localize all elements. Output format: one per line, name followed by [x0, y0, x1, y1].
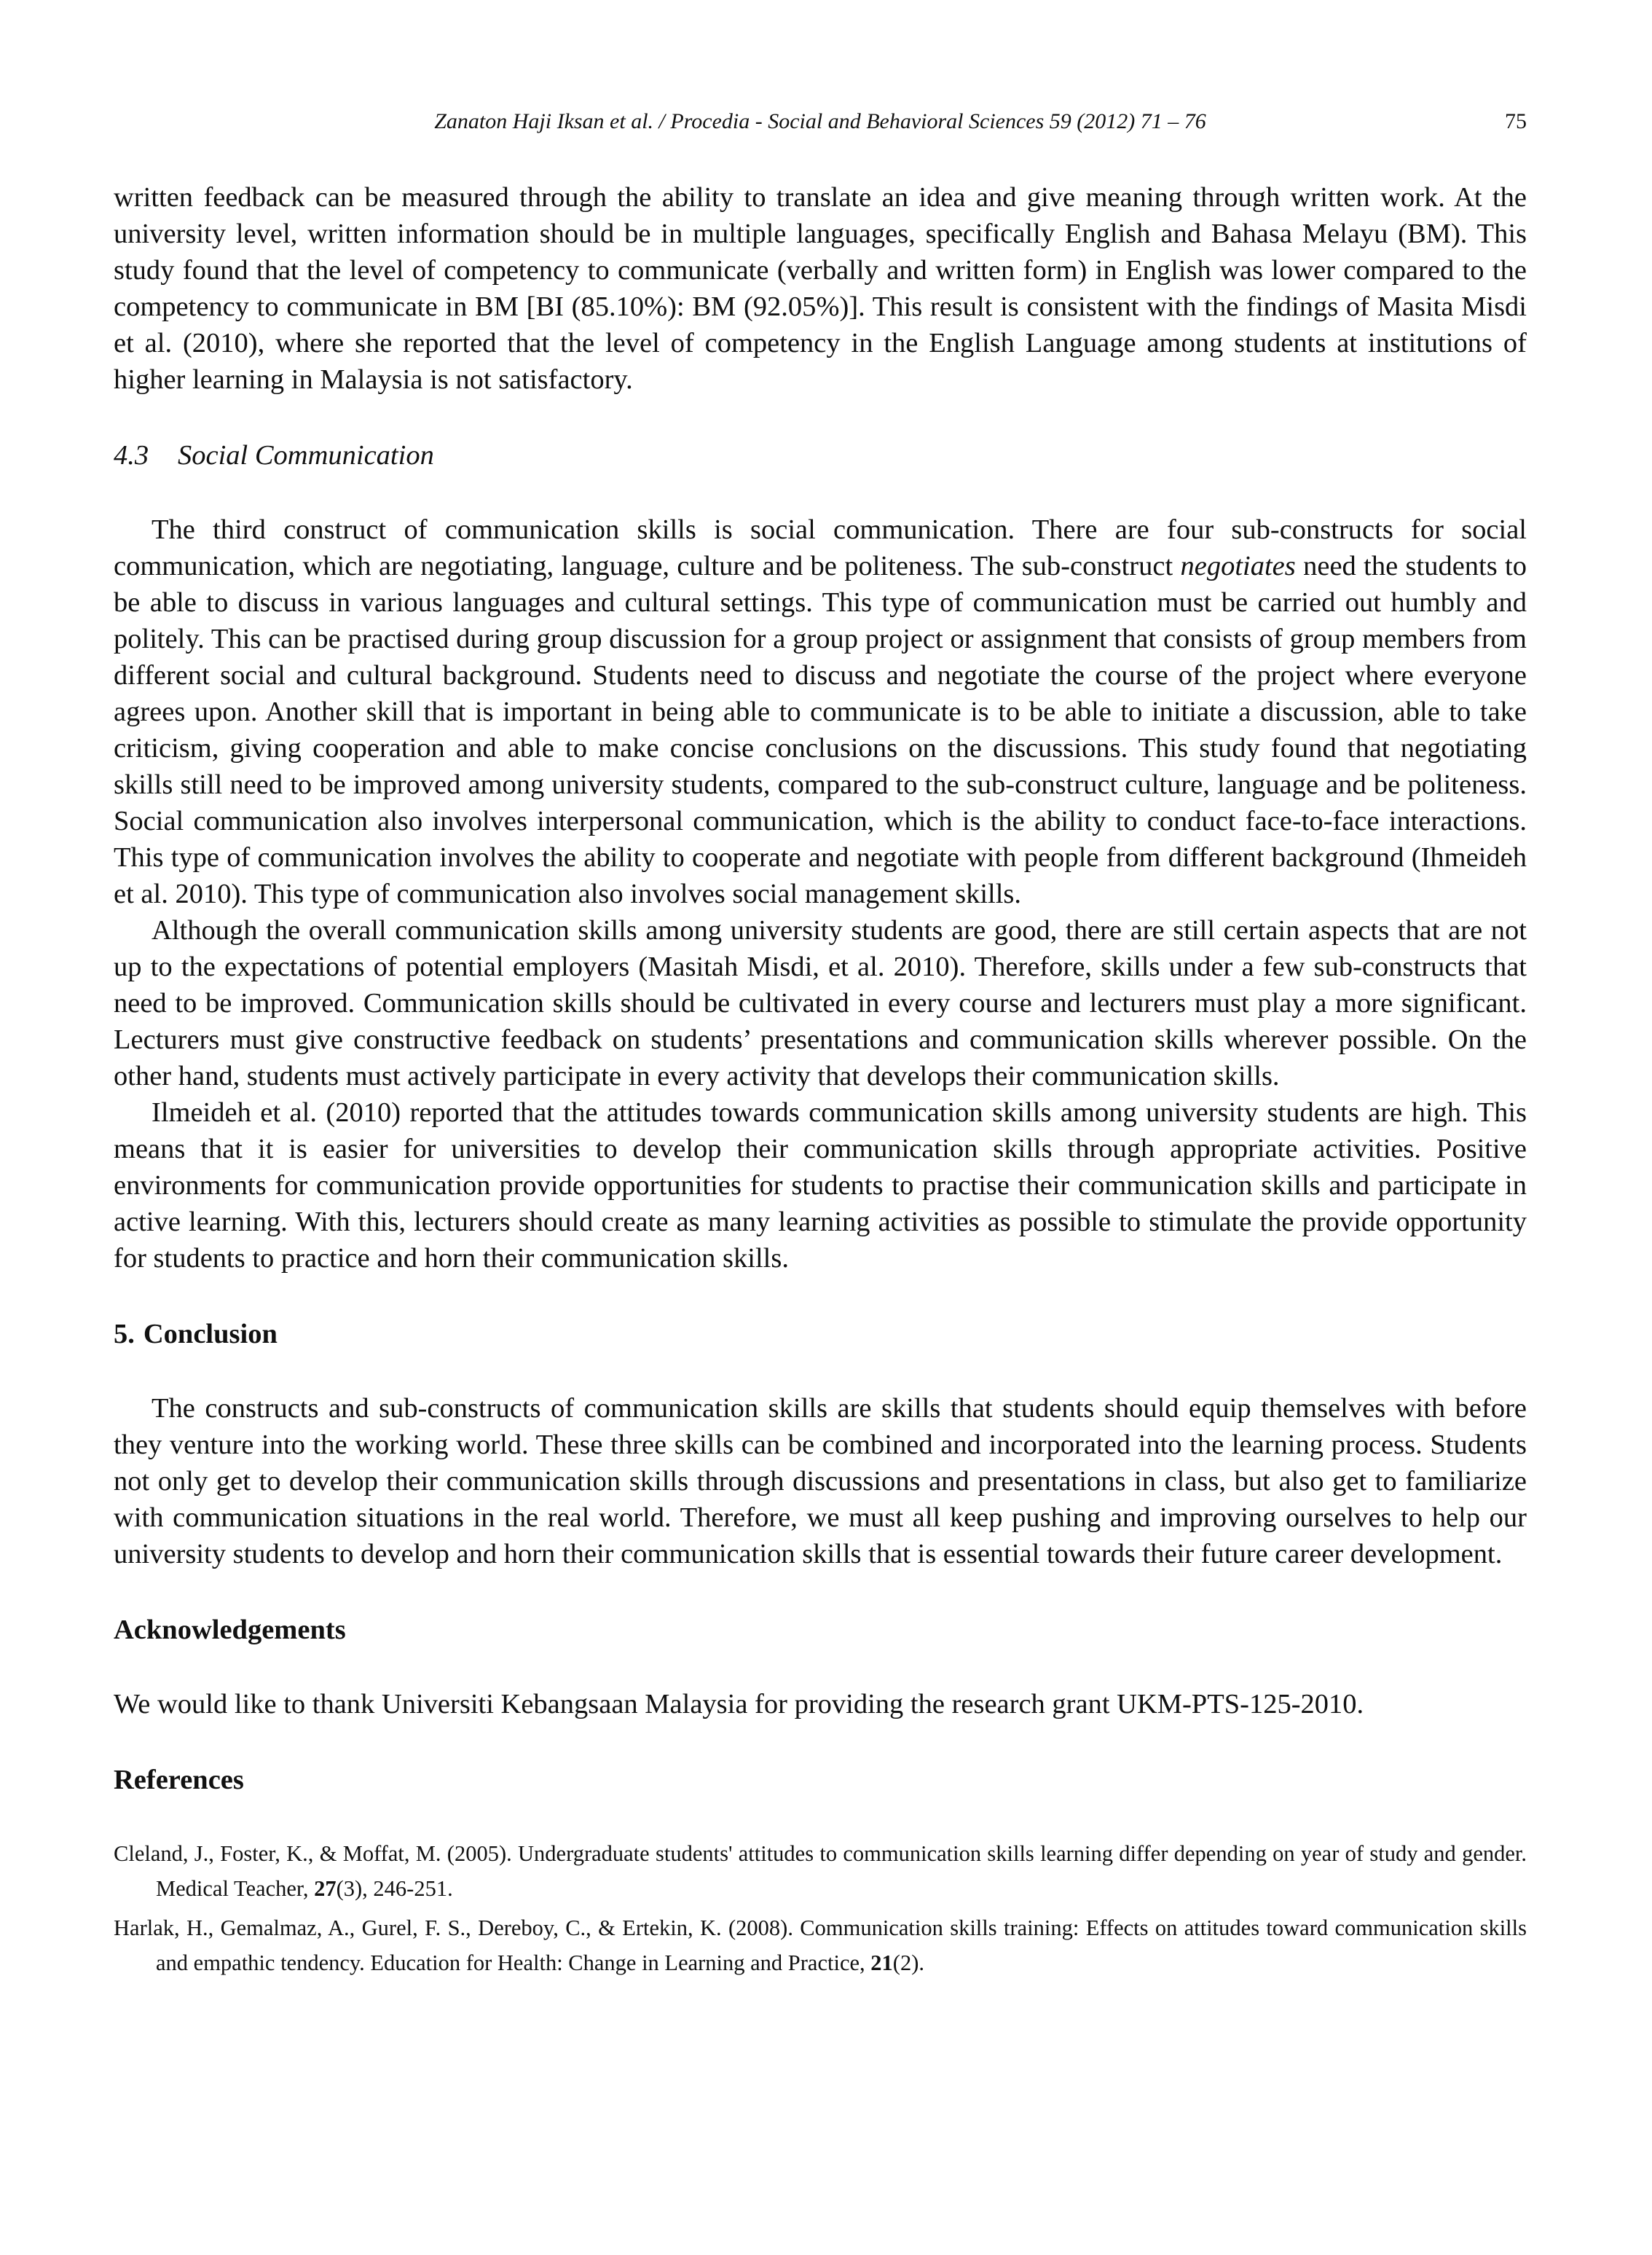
reference-item	[114, 1910, 1527, 1980]
references-heading: References	[114, 1765, 244, 1795]
reference-text: (3), 246-251.	[336, 1876, 453, 1901]
paragraph-text: need the students to be able to discuss in various languages and cultural settings. This type of communication must be carried out humbly and politely. This can be practised during group discussion for a group project or assignment that consists of group members from different social and cultural background. Students need to discuss and negotiate the course of the project where everyone agrees upon. Another skill that is important in being able to communicate is to be able to initiate a discussion, able to take criticism, giving cooperation and able to make concise conclusions on the discussions. This study found that negotiating skills still need to be improved among university students, compared to the sub-construct culture, language and be politeness. Social communication also involves interpersonal communication, which is the ability to conduct face-to-face interactions. This type of communication involves the ability to cooperate and negotiate with people from different background (Ihmeideh et al. 2010). This type of communication also involves social management skills.	[114, 551, 1527, 909]
social-communication-paragraph-1	[114, 511, 1527, 912]
reference-list	[114, 1836, 1527, 1980]
section-title: Social Communication	[178, 440, 434, 471]
section-number: 5.	[114, 1319, 135, 1349]
conclusion-paragraph: The constructs and sub-constructs of communication skills are skills that students should equip themselves with before they venture into the working world. These three skills can be combined and incorporated into the learning process. Students not only get to develop their communication skills through discussions and presentations in class, but also get to familiarize with communication situations in the real world. Therefore, we must all keep pushing and improving ourselves to help our university students to develop and horn their communication skills that is essential towards their future career development.	[114, 1393, 1527, 1569]
reference-text: (2).	[892, 1950, 924, 1975]
reference-item	[114, 1836, 1527, 1906]
section-title: Conclusion	[143, 1319, 278, 1349]
social-communication-paragraph-3: Ilmeideh et al. (2010) reported that the attitudes towards communication skills among university students are high. This means that it is easier for universities to develop their communication skills through appropriate activities. Positive environments for communication provide opportunities for students to practise their communication skills and participate in active learning. With this, lecturers should create as many learning activities as possible to stimulate the provide opportunity for students to practice and horn their communication skills.	[114, 1097, 1527, 1274]
intro-paragraph: written feedback can be measured through the ability to translate an idea and give meaning through written work. At the university level, written information should be in multiple languages, specifically English and Bahasa Melayu (BM). This study found that the level of competency to communicate (verbally and written form) in English was lower compared to the competency to communicate in BM [BI (85.10%): BM (92.05%)]. This result is consistent with the findings of Masita Misdi et al. (2010), where she reported that the level of competency in the English Language among students at institutions of higher learning in Malaysia is not satisfactory.	[114, 182, 1527, 395]
social-communication-paragraph-2: Although the overall communication skills among university students are good, there are still certain aspects that are not up to the expectations of potential employers (Masitah Misdi, et al. 2010). Therefore, skills under a few sub-constructs that need to be improved. Communication skills should be cultivated in every course and lecturers must play a more significant. Lecturers must give constructive feedback on students’ presentations and communication skills wherever possible. On the other hand, students must actively participate in every activity that develops their communication skills.	[114, 915, 1527, 1091]
acknowledgements-text: We would like to thank Universiti Kebangsaan Malaysia for providing the research grant UKM-PTS-125-2010.	[114, 1689, 1364, 1719]
page-number: 75	[1505, 109, 1527, 133]
article-body	[114, 179, 1527, 1985]
reference-text: Harlak, H., Gemalmaz, A., Gurel, F. S., Dereboy, C., & Ertekin, K. (2008). Communication skills training: Effects on attitudes toward communication skills and empathic tendency. Education for Health: Change in Learning and Practice,	[114, 1915, 1527, 1975]
paragraph-text: The third construct of communication skills is social communication. There are four sub-constructs for social communication, which are negotiating, language, culture and be politeness. The sub-construct	[114, 514, 1527, 581]
running-header	[114, 109, 1527, 141]
reference-volume: 21	[870, 1950, 893, 1975]
emphasis-negotiates: negotiates	[1180, 551, 1296, 581]
section-heading-conclusion	[114, 1316, 1527, 1352]
section-heading-social-communication	[114, 437, 1527, 474]
journal-citation: Zanaton Haji Iksan et al. / Procedia - Social and Behavioral Sciences 59 (2012) 71 – 76	[434, 109, 1206, 133]
acknowledgements-heading: Acknowledgements	[114, 1615, 346, 1645]
reference-volume: 27	[314, 1876, 337, 1901]
reference-text: Cleland, J., Foster, K., & Moffat, M. (2005). Undergraduate students' attitudes to communication skills learning differ depending on year of study and gender. Medical Teacher,	[114, 1841, 1527, 1901]
section-number: 4.3	[114, 440, 149, 471]
